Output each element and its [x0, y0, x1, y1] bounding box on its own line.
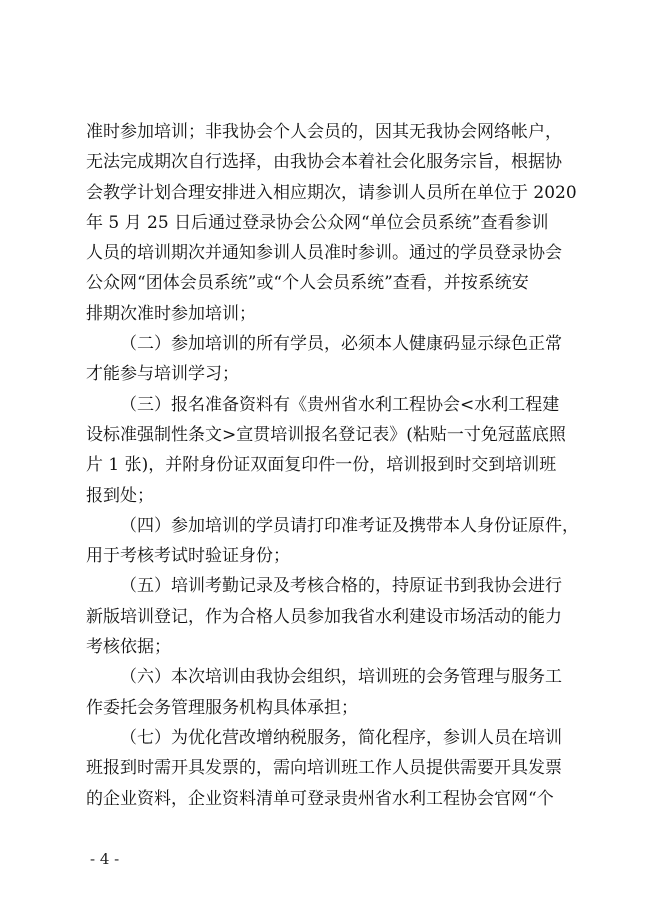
text-line: 公众网“团体会员系统”或“个人会员系统”查看，并按系统安: [86, 273, 529, 294]
text-line: 考核依据；: [86, 637, 171, 658]
text-line: 排期次准时参加培训；: [86, 303, 256, 324]
text-line: 才能参与培训学习；: [86, 364, 239, 385]
paragraph-start-line: （二）参加培训的所有学员，必须本人健康码显示绿色正常: [120, 334, 562, 355]
text-line: 的企业资料，企业资料清单可登录贵州省水利工程协会官网“个: [86, 788, 554, 809]
paragraph-start-line: （四）参加培训的学员请打印准考证及携带本人身份证原件，: [120, 515, 579, 536]
text-line: 班报到时需开具发票的，需向培训班工作人员提供需要开具发票: [86, 758, 562, 779]
text-line: 准时参加培训；非我协会个人会员的，因其无我协会网络帐户，: [86, 122, 562, 142]
paragraph-start-line: （五）培训考勤记录及考核合格的，持原证书到我协会进行: [120, 576, 562, 597]
text-line: 人员的培训期次并通知参训人员准时参训。通过的学员登录协会: [86, 243, 562, 264]
paragraph-start-line: （三）报名准备资料有《贵州省水利工程协会<水利工程建: [120, 394, 560, 415]
text-line: 年 5 月 25 日后通过登录协会公众网“单位会员系统”查看参训: [86, 212, 549, 233]
document-body: [86, 117, 586, 814]
text-line: 无法完成期次自行选择，由我协会本着社会化服务宗旨，根据协: [86, 152, 562, 173]
paragraph-start-line: （六）本次培训由我协会组织，培训班的会务管理与服务工: [120, 667, 562, 688]
text-line: 报到处；: [86, 485, 154, 506]
text-line: 作委托会务管理服务机构具体承担；: [86, 697, 358, 718]
page-number: - 4 -: [90, 850, 120, 868]
text-line: 新版培训登记，作为合格人员参加我省水利建设市场活动的能力: [86, 606, 562, 627]
text-line: 设标准强制性条文>宣贯培训报名登记表》(粘贴一寸免冠蓝底照: [86, 424, 566, 445]
text-line: 用于考核考试时验证身份；: [86, 546, 290, 567]
paragraph-start-line: （七）为优化营改增纳税服务，简化程序，参训人员在培训: [120, 727, 562, 748]
text-line: 会教学计划合理安排进入相应期次，请参训人员所在单位于 2020: [86, 182, 577, 203]
text-line: 片 1 张)，并附身份证双面复印件一份，培训报到时交到培训班: [86, 455, 557, 476]
